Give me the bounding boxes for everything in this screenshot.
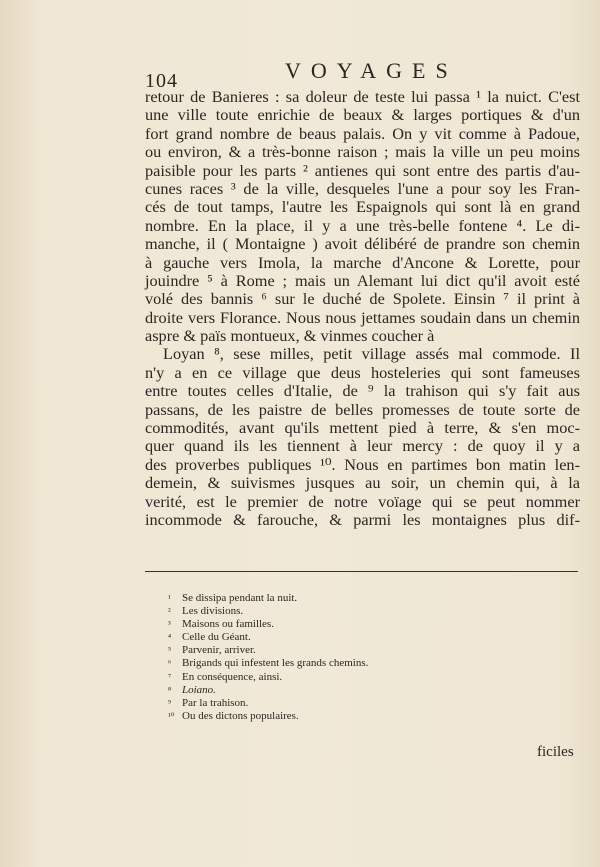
footnote-text: Par la trahison.	[182, 696, 249, 709]
footnote-text: Maisons ou familles.	[182, 618, 274, 631]
body-line: à gauche vers Imola, la marche d'Ancone & Lorette, pour	[145, 252, 580, 272]
body-line: jouindre ⁵ à Rome ; mais un Alemant lui dict qu'il avoit esté	[145, 270, 580, 290]
footnote-text: Ou des dictons populaires.	[182, 709, 299, 722]
body-line: quer quand ils les tiennent à leur mercy : de quoy il y a	[145, 436, 580, 456]
footnote-mark: ⁸	[168, 684, 172, 695]
body-line: commodités, avant qu'ils mettent pied à terre, & s'en moc-	[145, 418, 580, 438]
footnote	[168, 684, 468, 697]
footnote	[168, 657, 468, 670]
footnote-mark: ¹	[168, 593, 171, 603]
footnote	[168, 697, 468, 710]
footnote	[168, 631, 468, 644]
body-line: ou environ, & a très-bonne raison ; mais la ville un peu moins	[145, 142, 580, 162]
footnote-mark: ²	[168, 606, 171, 617]
footnote	[168, 710, 468, 723]
footnote	[168, 605, 468, 618]
footnote-text: Parvenir, arriver.	[182, 644, 256, 657]
catchword: ficiles	[537, 744, 574, 760]
body-line: entre toutes celles d'Italie, de ⁹ la trahison qui s'y fait aus	[145, 381, 580, 401]
footnote-mark: ⁹	[168, 697, 172, 708]
footnote-text: Brigands qui infestent les grands chemins.	[182, 657, 369, 670]
body-text	[145, 88, 580, 529]
running-head: VOYAGES	[285, 58, 458, 83]
footnote-text: Loiano.	[182, 683, 216, 696]
footnote-text: Celle du Géant.	[182, 631, 251, 644]
body-line: n'y a en ce village que deus hosteleries qui sont fameuses	[145, 362, 580, 382]
body-line: droite vers Florance. Nous nous jettames soudain dans un chemin	[145, 307, 580, 327]
footnote-mark: ¹⁰	[168, 710, 175, 721]
body-line: fort grand nombre de beaus palais. On y vit comme à Padoue,	[145, 123, 580, 143]
body-line: Loyan ⁸, sese milles, petit village assés mal commode. Il	[163, 344, 580, 364]
body-line: une ville toute enrichie de beaux & larges portiques & d'un	[145, 105, 580, 125]
body-line: demein, & suivismes jusques au soir, un chemin qui, à la	[145, 473, 580, 493]
footnote-rule	[145, 571, 578, 572]
body-line: verité, est le premier de notre voïage qui se peut nommer	[145, 491, 580, 511]
footnote	[168, 671, 468, 684]
footnotes	[168, 592, 468, 723]
body-line: cunes races ³ de la ville, desqueles l'une a pour soy les Fran-	[145, 178, 580, 198]
body-line: retour de Banieres : sa doleur de teste lui passa ¹ la nuict. C'est	[145, 87, 580, 106]
footnote	[168, 618, 468, 631]
footnote	[168, 644, 468, 657]
body-line: passans, de les paistre de belles promesses de toute sorte de	[145, 399, 580, 419]
footnote-mark: ⁴	[168, 632, 172, 643]
body-line: des proverbes publiques ¹⁰. Nous en partimes bon matin len-	[145, 454, 580, 474]
footnote-mark: ⁷	[168, 671, 172, 682]
footnote-text: Les divisions.	[182, 605, 244, 618]
body-line: paisible pour les parts ² antienes qui sont entre des partis d'au-	[145, 160, 580, 180]
body-line: aspre & païs montueux, & vinmes coucher à	[145, 326, 435, 346]
footnote-text: Se dissipa pendant la nuit.	[182, 592, 298, 604]
body-line: nombre. En la place, il y a une très-belle fontene ⁴. Le di-	[145, 215, 580, 235]
footnote	[168, 592, 468, 605]
footnote-mark: ³	[168, 619, 171, 630]
page-number: 104	[145, 70, 178, 92]
footnote-text: En conséquence, ainsi.	[182, 670, 283, 683]
body-line: manche, il ( Montaigne ) avoit délibéré de prandre son chemin	[145, 234, 580, 254]
body-line: volé des bannis ⁶ sur le duché de Spolete. Einsin ⁷ il print à	[145, 289, 580, 309]
body-line: incommode & farouche, & parmi les montaignes plus dif-	[145, 509, 580, 529]
footnote-mark: ⁵	[168, 645, 172, 656]
footnote-mark: ⁶	[168, 658, 172, 669]
body-line: cés de tout tamps, l'autre les Espaignols qui sont là en grand	[145, 197, 580, 217]
